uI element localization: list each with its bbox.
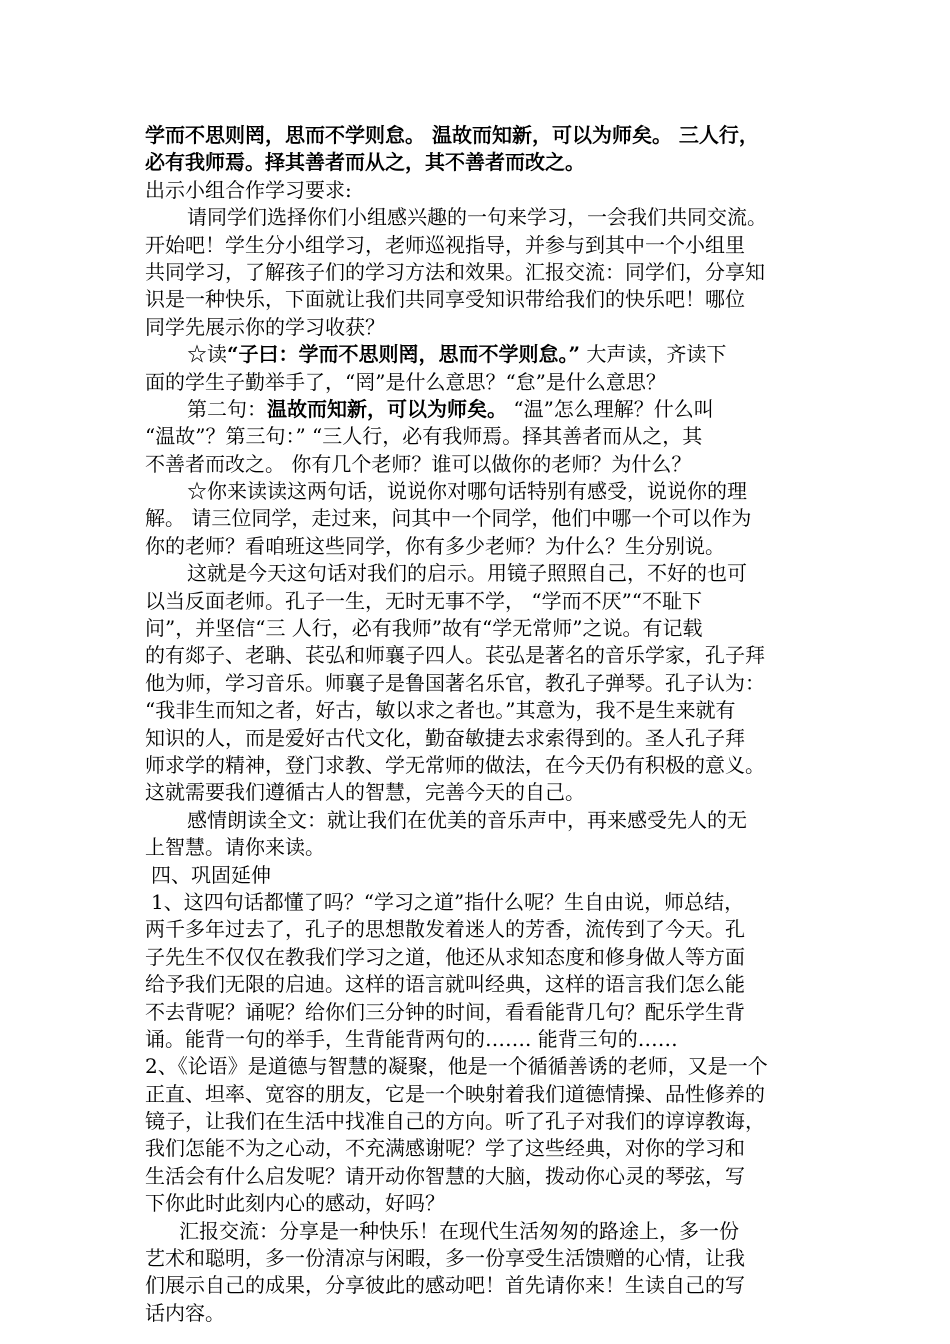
text-line: 上智慧。请你来读。 (145, 835, 325, 860)
text-line: 识是一种快乐，下面就让我们共同享受知识带给我们的快乐吧！哪位 (145, 287, 745, 312)
text-line: 的有郯子、老聃、苌弘和师襄子四人。苌弘是著名的音乐学家，孔子拜 (145, 643, 765, 668)
text-line: 正直、坦率、宽容的朋友，它是一个映射着我们道德情操、品性修养的 (145, 1081, 765, 1106)
list-item-2: 2、《论语》是道德与智慧的凝聚，他是一个循循善诱的老师，又是一个 (145, 1054, 768, 1079)
paragraph-start: ☆你来读读这两句话，说说你对哪句话特别有感受，说说你的理 (187, 479, 747, 504)
paragraph-start: 感情朗读全文：就让我们在优美的音乐声中，再来感受先人的无 (187, 807, 747, 832)
paragraph-start: 这就是今天这句话对我们的启示。用镜子照照自己，不好的也可 (187, 561, 747, 586)
text-line: “温故”？第三句：” “三人行，必有我师焉。择其善者而从之，其 (145, 424, 703, 449)
text-line-mixed (145, 396, 835, 423)
text-line: 们展示自己的成果，分享彼此的感动吧！首先请你来！生读自己的写 (145, 1273, 745, 1298)
paragraph-start: 汇报交流：分享是一种快乐！在现代生活匆匆的路途上，多一份 (179, 1218, 739, 1243)
text-segment: ☆读 (187, 342, 227, 367)
bold-quote-segment: 温故而知新，可以为师矣。 (267, 396, 507, 421)
text-line: 开始吧！学生分小组学习，老师巡视指导，并参与到其中一个小组里 (145, 232, 745, 257)
document-body (145, 122, 835, 1327)
text-segment: 大声读，齐读下 (580, 342, 727, 367)
bold-quote-segment: “子曰：学而不思则罔，思而不学则怠。” (227, 342, 581, 367)
text-line: 问”，并坚信“三 人行，必有我师”故有“学无常师”之说。有记载 (145, 616, 703, 641)
text-line: 你的老师？看咱班这些同学，你有多少老师？为什么？生分别说。 (145, 533, 725, 558)
text-line: 子先生不仅仅在教我们学习之道，他还从求知态度和修身做人等方面 (145, 944, 745, 969)
text-line: 共同学习，了解孩子们的学习方法和效果。汇报交流：同学们，分享知 (145, 259, 765, 284)
text-line: 他为师，学习音乐。师襄子是鲁国著名乐官，教孔子弹琴。孔子认为： (145, 670, 765, 695)
quote-line: 必有我师焉。择其善者而从之，其不善者而改之。 (145, 150, 585, 175)
text-line: 两千多年过去了，孔子的思想散发着迷人的芳香，流传到了今天。孔 (145, 917, 745, 942)
section-heading: 四、巩固延伸 (151, 862, 271, 887)
text-line: 这就需要我们遵循古人的智慧，完善今天的自己。 (145, 780, 585, 805)
text-segment: “温”怎么理解？什么叫 (507, 396, 714, 421)
text-line: 给予我们无限的启迪。这样的语言就叫经典，这样的语言我们怎么能 (145, 972, 745, 997)
text-line: 艺术和聪明，多一份清凉与闲暇，多一份享受生活馈赠的心情，让我 (145, 1246, 745, 1271)
list-item-1: 1、这四句话都懂了吗？“学习之道”指什么呢？生自由说，师总结， (151, 889, 745, 914)
text-line: 同学先展示你的学习收获？ (145, 314, 385, 339)
text-line: 以当反面老师。孔子一生，无时无事不学， “学而不厌”“不耻下 (145, 588, 703, 613)
text-line: 镜子，让我们在生活中找准自己的方向。听了孔子对我们的谆谆教诲， (145, 1109, 765, 1134)
text-line: 话内容。 (145, 1300, 225, 1325)
text-line: 师求学的精神，登门求教、学无常师的做法，在今天仍有积极的意义。 (145, 752, 765, 777)
paragraph-start: 请同学们选择你们小组感兴趣的一句来学习，一会我们共同交流。 (187, 205, 767, 230)
text-line: 解。 请三位同学，走过来，问其中一个同学，他们中哪一个可以作为 (145, 506, 752, 531)
text-line: 诵。能背一句的举手，生背能背两句的……. 能背三句的…… (145, 1026, 678, 1051)
text-line: 我们怎能不为之心动，不充满感谢呢？学了这些经典，对你的学习和 (145, 1136, 745, 1161)
text-line: 生活会有什么启发呢？请开动你智慧的大脑，拨动你心灵的琴弦，写 (145, 1163, 745, 1188)
quote-line: 学而不思则罔，思而不学则怠。 温故而知新，可以为师矣。 三人行， (145, 123, 759, 147)
text-line: 不善者而改之。 你有几个老师？谁可以做你的老师？为什么？ (145, 451, 692, 476)
text-line: 不去背呢？诵呢？给你们三分钟的时间，看看能背几句？配乐学生背 (145, 999, 745, 1024)
text-line: “我非生而知之者，好古，敏以求之者也。”其意为，我不是生来就有 (145, 698, 736, 723)
text-line: 出示小组合作学习要求: (145, 177, 352, 202)
text-line: 知识的人，而是爱好古代文化，勤奋敏捷去求索得到的。圣人孔子拜 (145, 725, 745, 750)
text-line: 面的学生子勤举手了，“罔”是什么意思？“怠”是什么意思？ (145, 369, 666, 394)
text-line-mixed (145, 341, 835, 368)
text-segment: 第二句： (187, 396, 267, 421)
text-line: 下你此时此刻内心的感动，好吗？ (145, 1191, 445, 1216)
